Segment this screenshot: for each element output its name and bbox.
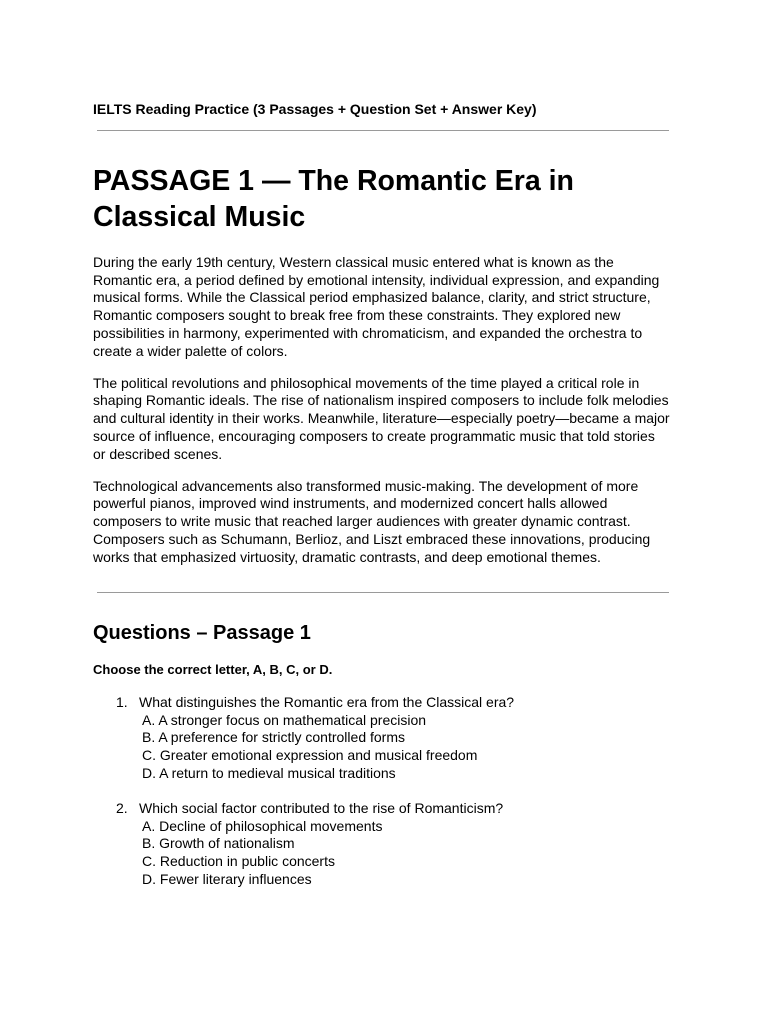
question-item	[116, 800, 636, 889]
passage-paragraph: During the early 19th century, Western classical music entered what is known as the Romantic era, a period defined by emotional intensity, individual expression, and expanding musical forms. While the Classical period emphasized balance, clarity, and strict structure, Romantic composers sought to break free from these constraints. They explored new possibilities in harmony, experimented with chromaticism, and expanded the orchestra to create a wider palette of colors.	[93, 254, 660, 359]
passage-body	[93, 254, 671, 581]
question-number: 2.	[116, 800, 128, 816]
answer-option: C. Greater emotional expression and musical freedom	[142, 747, 478, 764]
header-divider	[97, 130, 669, 131]
document-header: IELTS Reading Practice (3 Passages + Question Set + Answer Key)	[93, 101, 537, 117]
answer-option: B. Growth of nationalism	[142, 835, 295, 852]
passage-paragraph: Technological advancements also transformed music-making. The development of more powerful pianos, improved wind instruments, and modernized concert halls allowed composers to write music that reached larger audiences with greater dynamic contrast. Composers such as Schumann, Berlioz, and Liszt embraced these innovations, producing works that emphasized virtuosity, dramatic contrasts, and deep emotional themes.	[93, 477, 651, 565]
answer-option: A. A stronger focus on mathematical precision	[142, 711, 427, 728]
passage-title: PASSAGE 1 — The Romantic Era in Classical Music	[93, 165, 574, 233]
answer-option: B. A preference for strictly controlled forms	[142, 729, 405, 746]
answer-option: A. Decline of philosophical movements	[142, 817, 383, 834]
question-text: Which social factor contributed to the rise of Romanticism?	[139, 800, 504, 816]
section-divider	[97, 592, 669, 593]
question-item	[116, 694, 636, 783]
question-stem	[116, 800, 636, 818]
questions-instruction: Choose the correct letter, A, B, C, or D.	[93, 662, 333, 677]
passage-paragraph: The political revolutions and philosophical movements of the time played a critical role in shaping Romantic ideals. The rise of nationalism inspired composers to include folk melodies and cultural identity in their works. Meanwhile, literature—especially poetry—became a major source of influence, encouraging composers to create programmatic music that told stories or described scenes.	[93, 374, 670, 462]
answer-option: D. Fewer literary influences	[142, 870, 312, 887]
question-options	[142, 818, 636, 889]
answer-option: C. Reduction in public concerts	[142, 853, 335, 870]
question-number: 1.	[116, 694, 128, 710]
questions-title: Questions – Passage 1	[93, 622, 311, 644]
question-stem	[116, 694, 636, 712]
question-text: What distinguishes the Romantic era from the Classical era?	[139, 694, 515, 710]
question-options	[142, 712, 636, 783]
answer-option: D. A return to medieval musical traditions	[142, 764, 396, 781]
